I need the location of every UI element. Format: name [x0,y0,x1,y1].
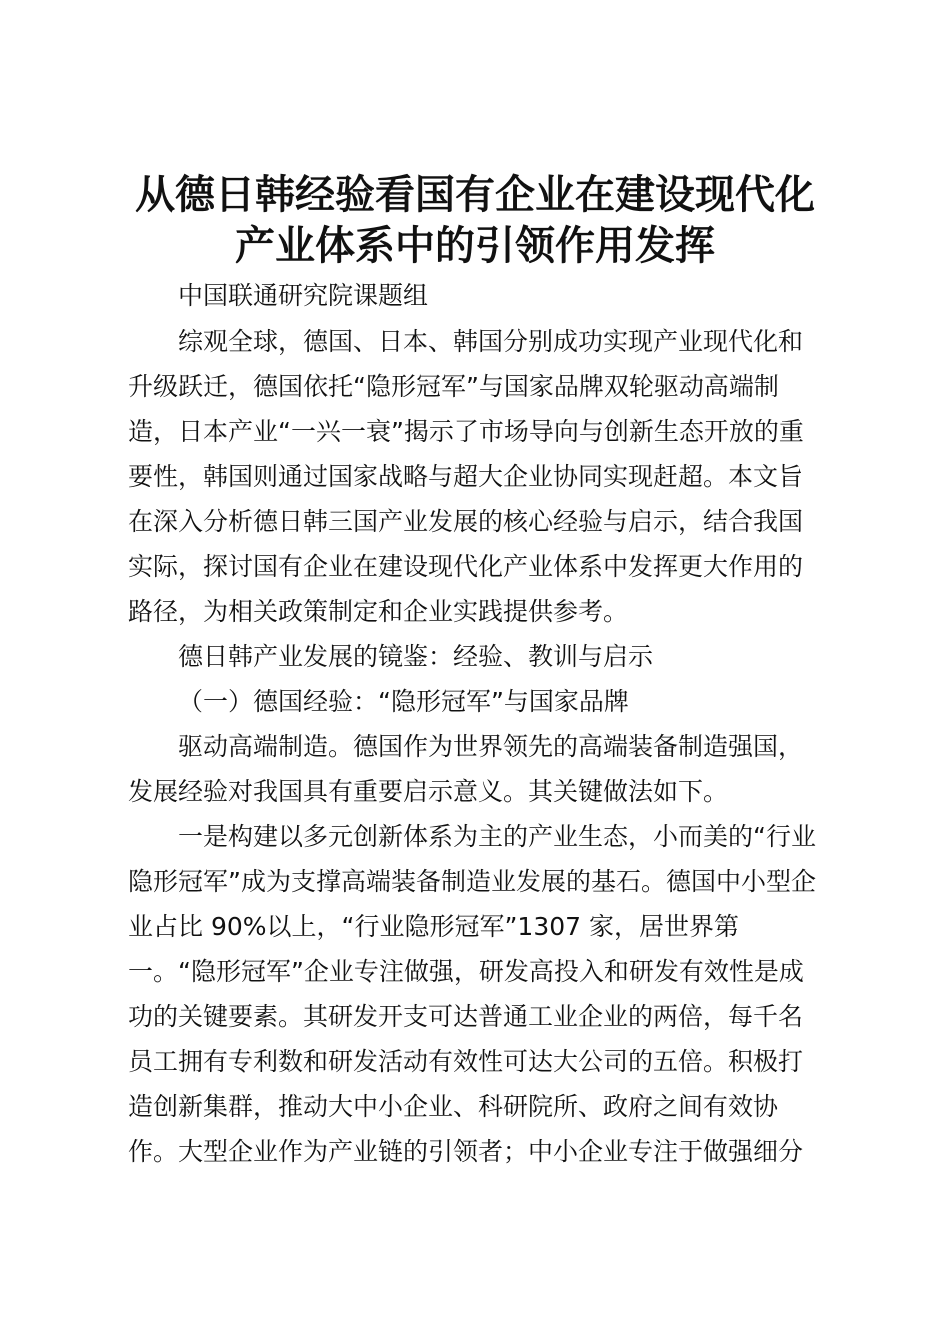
paragraph-line: 路径，为相关政策制定和企业实践提供参考。 [128,597,629,626]
paragraph-line: 员工拥有专利数和研发活动有效性可达大公司的五倍。积极打 [128,1047,804,1076]
paragraph-line: 升级跃迁，德国依托“隐形冠军”与国家品牌双轮驱动高端制 [128,372,779,401]
paragraph-line: 要性，韩国则通过国家战略与超大企业协同实现赶超。本文旨 [128,462,804,491]
paragraph-line: 一。“隐形冠军”企业专注做强，研发高投入和研发有效性是成 [128,957,804,986]
document-title-line-1: 从德日韩经验看国有企业在建设现代化 [135,172,815,218]
paragraph-line: 造创新集群，推动大中小企业、科研院所、政府之间有效协 [128,1092,779,1121]
paragraph-line: 在深入分析德日韩三国产业发展的核心经验与启示，结合我国 [128,507,804,536]
paragraph-line: 综观全球，德国、日本、韩国分别成功实现产业现代化和 [178,327,804,356]
paragraph-line: 驱动高端制造。德国作为世界领先的高端装备制造强国， [178,732,804,761]
paragraph-line: 发展经验对我国具有重要启示意义。其关键做法如下。 [128,777,729,806]
author-line: 中国联通研究院课题组 [178,281,429,310]
paragraph-line: 业占比 90%以上，“行业隐形冠军”1307 家，居世界第 [128,912,739,941]
section-heading: 德日韩产业发展的镜鉴：经验、教训与启示 [178,642,654,671]
paragraph-line: 实际，探讨国有企业在建设现代化产业体系中发挥更大作用的 [128,552,804,581]
subsection-heading: （一）德国经验：“隐形冠军”与国家品牌 [178,687,629,716]
paragraph-line: 隐形冠军”成为支撑高端装备制造业发展的基石。德国中小型企 [128,867,816,896]
paragraph-line: 一是构建以多元创新体系为主的产业生态，小而美的“行业 [178,822,816,851]
paragraph-line: 功的关键要素。其研发开支可达普通工业企业的两倍，每千名 [128,1002,804,1031]
document-title-line-2: 产业体系中的引领作用发挥 [235,223,715,269]
paragraph-line: 造，日本产业“一兴一衰”揭示了市场导向与创新生态开放的重 [128,417,804,446]
paragraph-line: 作。大型企业作为产业链的引领者；中小企业专注于做强细分 [128,1137,804,1166]
